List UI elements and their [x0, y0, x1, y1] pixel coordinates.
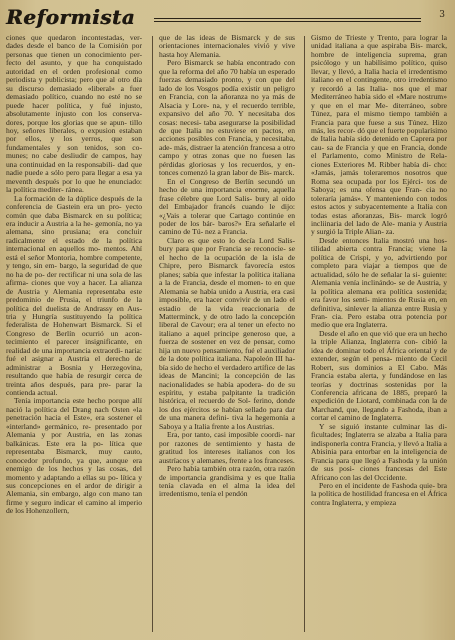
paragraph: En el Congreso de Berlín secundó un hecho de una importancia enorme, aquella frase célebre que Lord Salis- bury al oído del Embajador francés cuando le dijo: «¿Vais a tolerar que Cartago continúe en poder de los bár- baros?» Era señalarle el camino de Tú- nez a Francia. — [159, 176, 295, 237]
column-3 — [311, 34, 447, 634]
paragraph: Y se siguió instante culminar las di- ficultades; Inglaterra se alzaba a Italia para indisponerla contra Francia, y llevó a Italia a Abisinia para entorbar en la inteligencia de Francia para que llegó a Fashoda y la unión de sus posi- ciones francesas del Este Africano con las del Occidente. — [311, 421, 447, 482]
masthead — [4, 6, 451, 28]
paragraph: Pero había también otra razón, otra razón de importancia grandísima y es que Italia tenía clavada en el alma la idea del irredentismo, tenía el pendón — [159, 464, 295, 499]
masthead-title: Reformista — [6, 5, 136, 29]
paragraph: Era, por tanto, casi imposible coordi- nar por razones de sentimiento y hasta de gratitud los intereses italianos con los austríacos y alemanes, frente a los franceses. — [159, 430, 295, 465]
paragraph: Pero Bismarck se había encontrado con que la reforma del año 70 había un esperado fuerzas demasiado pronto, y con que del lado de los Vosgos podía existir un peligro en Francia, con la añoranza no ya más de Alsacia y Lore- na, y el recuerdo terrible, expansivo del año 70. Y necesitaba dos cosas: necesi- taba asegurarse la posibilidad de que Italia no estuviese en pactos, en acciones posibles con Francia, y necesitaba, ade- más, distraer la atención francesa a otro campo y otras zonas que no fuesen las pérdidas gloriosas y los recuerdos, y en- tonces comenzó la gran labor de Bis- marck. — [159, 58, 295, 178]
column-divider — [152, 36, 153, 632]
column-2 — [159, 34, 295, 634]
paragraph: que de las ideas de Bismarck y de sus orientaciones internacionales vivió y vive hasta hoy Alemania. — [159, 34, 295, 59]
paragraph: Tenía importancia este hecho porque allí nació la política del Drang nach Osten «la penetración hacia el Este», era sostener el «interland» germánico, re- presentado por Alemania y por Austria, en las zonas balkánicas. Este era la po- lítica que representaba Bismarck, muy cauto, conocedor profundo, ya que, aunque era enemigo de los hechos y las cosas, del momento y adaptando a ellas su po- lítica y sus concepciones en el ardor de dirigir a Alemania, sin embargo, algo con mano tan firme y seguro indicar el camino al imperio de los Hohenzollern, — [6, 396, 142, 516]
column-1 — [6, 34, 142, 634]
paragraph: Desde el año en que vió que era un hecho la triple Alianza, Inglaterra con- cibió la idea de dominar todo el África oriental y de extender, según el pensa- miento de Cecil Robert, sus dominios a El Cabo. Más Francia estaba alerta, y fundándose en las teorías y doctrinas sostenidas por la Conferencia africana de 1885, preparó la expedición de Liotard, combinada con la de Marchand, que, llegando a Fashoda, iban a cortar el camino de Inglaterra. — [311, 328, 447, 423]
column-divider — [304, 36, 305, 632]
paragraph: Pero en el incidente de Fashoda quie- bra la política de hostilidad francesa en el África contra Inglaterra, y empieza — [311, 481, 447, 507]
page-number: 3 — [439, 10, 445, 20]
paragraph: La formación de la dúplice después de la conferencia de Gastein era un pro- yecto común que daba Bismarck en su política; era inducir a Austria a la he- gemonía, no ya alemana, sino prusiana; era concluir radicalmente el estado de la política internacional en aquellos mo- mentos. Ahí está el señor Montoria, hombre competente, y tengo, sin em- bargo, la seguridad de que no ha de po- der rectificar ni una sola de las afirma- ciones que voy a hacer. La alianza de Austria y Alemania representaba este predominio de Prusia, el triunfo de la política del duelista de Andrassy en Aus- tria y Hungría sustituyendo la política federalista de Hohenwart Bismarck. Si el Congreso de Berlín ocurrió un acon- tecimiento el parecer insignificante, en realidad de una importancia extraordi- naria: fué el asignar a Austria el derecho de administrar a Bosnia y Herzegovina, resultando que había de resurgir cerca de treinta años después, para pre- parar la contienda actual. — [6, 193, 142, 398]
paragraph: ciones que quedaron incontestadas, ver- dades desde el banco de la Comisión por personas que tienen un conocimiento per- fecto del asunto, y que ha conquistado autoridad en el orden profesional como periodista y publicista; pero que al otro día su discurso demasiado «liberal» a fuer demasiado político, cuando no esté no se puede hacer política, y fué injusto, absolutamente injusto con los conserva- dores, porque los glorias que se apun- tillo hoy, señores liberales, o expusion estaban por ellos, y los yerros, que son fundamentales y son tenidos, son co- munes; no cabe desliudir de campos, hay una continuidad en la responsabili- dad que nadie puede a sólo pero para llegar a esa ya meventh después por lo que he enunciado: la política mediter- ránea. — [6, 34, 142, 195]
paragraph: Desde entonces Italia mostró una hos- tilidad abierta contra Francia; viene la política de Crispi, y yo, advirtiendo por completo para viajar a tiempos que de actualidad, sólo he de señalar la si- guiente: Alemania venía inclinándo- se de Austria, y la política alemana era política sostenida; era favor los senti- mientos de Rusia en, en definitiva, sinlever la alianza entre Rusia y Fran- cia. Pero estaba otra potencia por medio que era Inglaterra. — [311, 235, 447, 330]
paragraph: Claro es que esto lo decía Lord Salis- bury para que por Francia se reconocie- se el hecho de la ocupación de la isla de Chipre, pero Bismarck favorecía estos planes; sabía que infestar la política italiana a la de Francia, desde el momen- to en que Alemania se había unido a Austria, era casi imposible, era hacer convivir de un lado el estadio de la vida reaccionaria de Matterminck, y de otro lado la concepción liberal de Cavour; era al tener un efecto no italiano a aquel principe generoso que, a fuerza de sostener en vez de pensar, como hija un nuevo pensamiento, fué el auxiliador de la dote política italiana. Napoleón III ha- bía sido de hecho el verdadero artífice de las ideas de Mancini; la concepción de las nacionalidades se había apodera- do de su espíritu, y estaba palpitante la tradición histórica, el recuerdo de Sol- ferino, donde los dos ejércitos se habían sellado para dar de una manera defini- tiva la hegemonía a Saboya y a Italia frente a los Austrias. — [159, 235, 295, 431]
paragraph: Gismo de Trieste y Trento, para lograr la unidad italiana a que aspiraba Bis- marck, hombre de inteligencia suprema, gran psicólogo y un habilísimo político, quiso llevar, y llevó, a Italia hacia el irredentismo italiano en el contingente, otro irredentismo y recordó a las Italia- nos que el mar Mediterráneo había sido el «Mare nostrum» y que en el mar Me- diterráneo, sobre Túnez, para el mismo tiempo también a Francia para que fuese a sus Túnez. Hizo más, les recor- dó que el fuerte popularísimo de Italia había sido detenido en Caprera por cau- sa de Francia y que en Francia, donde el Parlamento, como Ministro de Rela- ciones Exteriores M. Ribber había di- cho: «Jamás, jamás toleraremos nosotros que Roma sea ocupada por los Ejérci- tos de Saboya; es una ofensa que Fran- cia no toleraría jamás». Y manteniendo con todos estos actos y subyacentemente a Italia con todas estas añoranzas, Bis- marck logró incliinaria del lado de Ale- mania y Austria y surgió la Triple Alian- za. — [311, 34, 447, 237]
masthead-rule — [154, 18, 421, 22]
